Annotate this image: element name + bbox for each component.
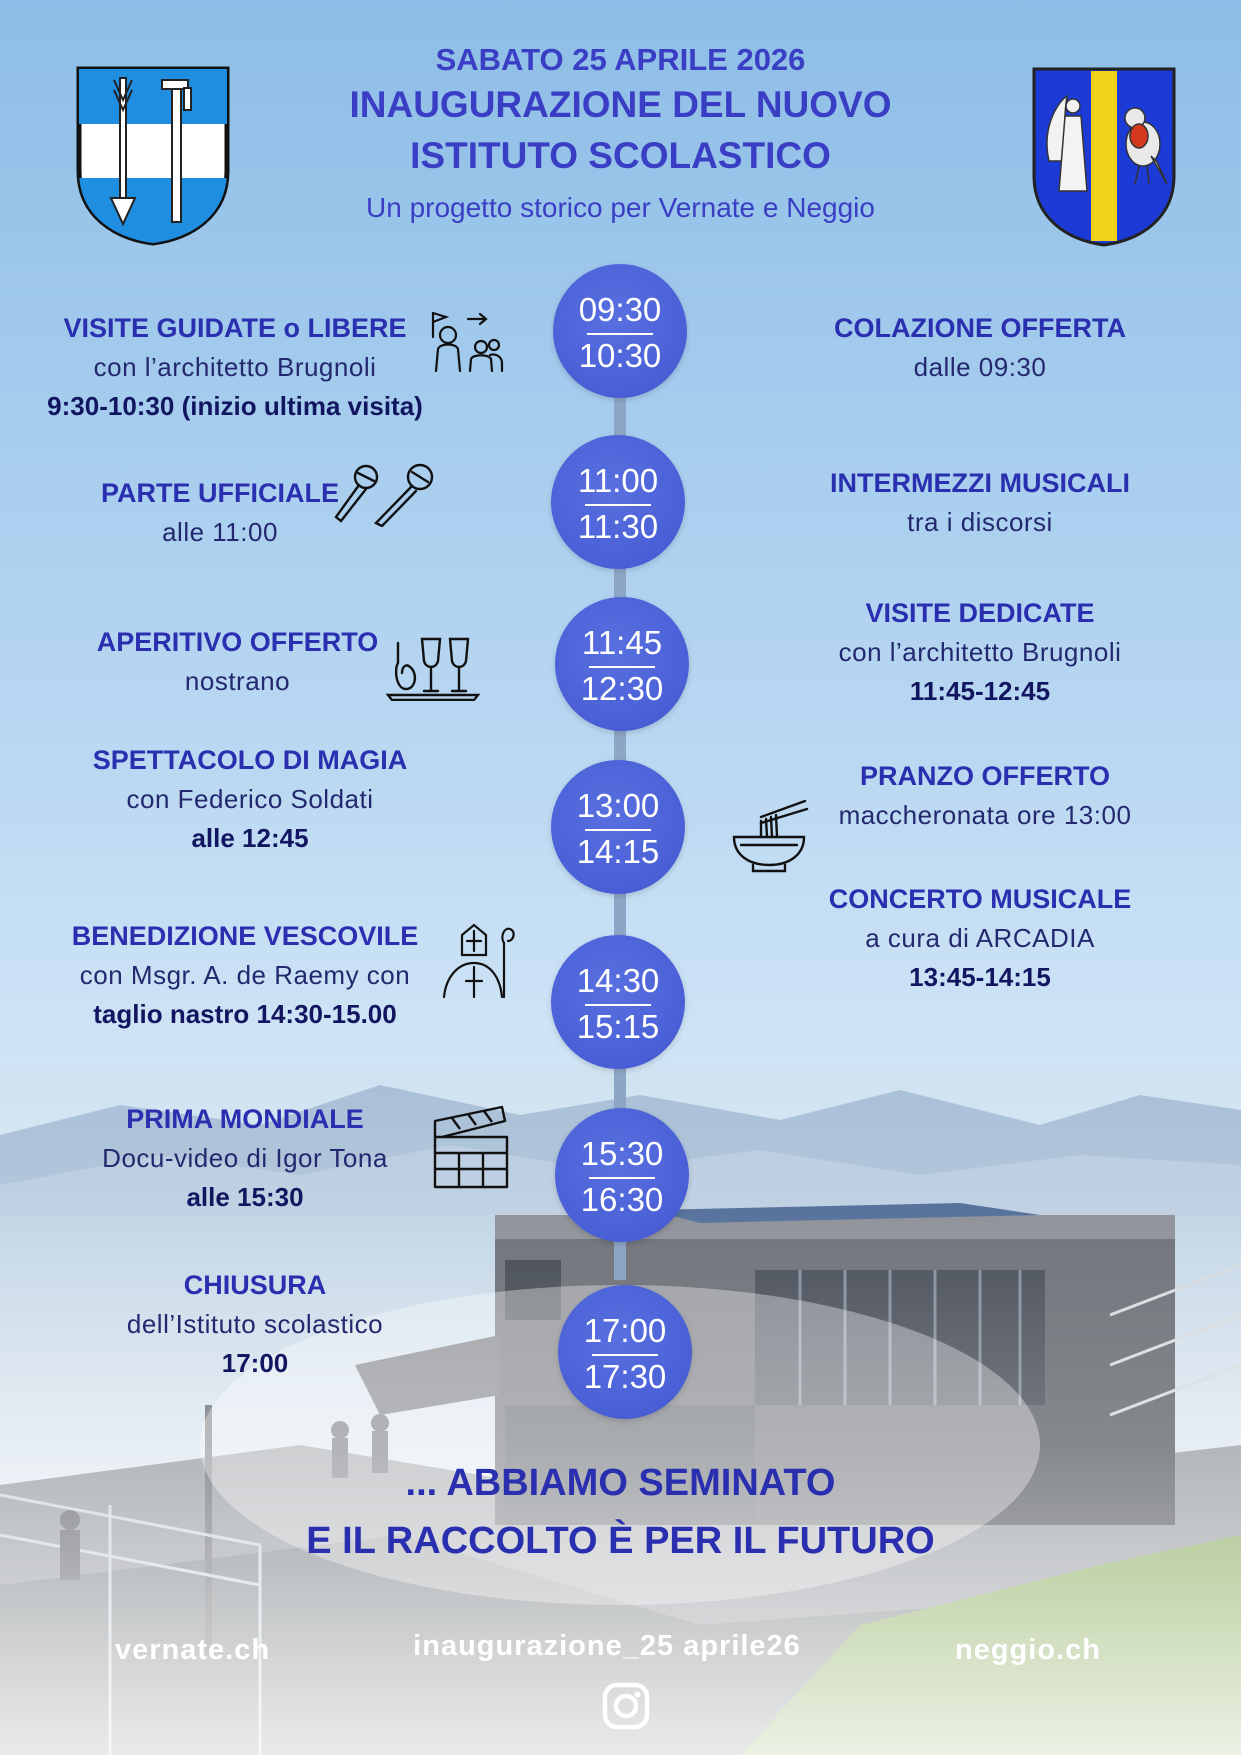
event-time: taglio nastro 14:30-15.00 [93, 999, 397, 1029]
event-title: BENEDIZIONE VESCOVILE [71, 921, 419, 951]
time-bubble [551, 435, 685, 569]
event-title: COLAZIONE OFFERTA [834, 313, 1126, 343]
time-divider [589, 1177, 655, 1179]
event-detail: a cura di ARCADIA [865, 923, 1095, 953]
event-aperitivo [95, 627, 380, 697]
event-detail: alle 11:00 [162, 517, 278, 547]
time-start: 17:00 [583, 1312, 667, 1349]
event-title: SPETTACOLO DI MAGIA [92, 745, 408, 775]
event-colazione [800, 313, 1160, 383]
event-benedizione [55, 921, 435, 1030]
event-title: VISITE DEDICATE [865, 598, 1095, 628]
event-visite-dedicate [800, 598, 1160, 707]
event-concerto [800, 884, 1160, 993]
event-detail: maccheronata ore 13:00 [838, 800, 1132, 830]
event-title: PRIMA MONDIALE [126, 1104, 364, 1134]
title-line2: ISTITUTO SCOLASTICO [410, 135, 831, 176]
wine-glasses-icon [384, 633, 482, 701]
event-title: VISITE GUIDATE o LIBERE [63, 313, 407, 343]
event-time: 17:00 [221, 1348, 289, 1378]
time-start: 13:00 [576, 787, 660, 824]
instagram-handle[interactable]: inaugurazione_25 aprile26 [413, 1630, 801, 1662]
event-parte-ufficiale [95, 478, 345, 548]
event-title: PRANZO OFFERTO [859, 761, 1110, 791]
event-time: 11:45-12:45 [909, 676, 1051, 706]
time-bubble [551, 760, 685, 894]
neggio-link[interactable]: neggio.ch [955, 1634, 1101, 1666]
time-divider [585, 829, 651, 831]
event-time: 9:30-10:30 (inizio ultima visita) [47, 391, 423, 421]
event-intermezzi [800, 468, 1160, 538]
time-start: 11:00 [577, 462, 659, 499]
time-start: 11:45 [581, 624, 663, 661]
instagram-icon[interactable] [602, 1682, 650, 1730]
time-start: 14:30 [576, 962, 660, 999]
event-pranzo [815, 761, 1155, 831]
time-start: 15:30 [580, 1135, 664, 1172]
slogan-line2: E IL RACCOLTO È PER IL FUTURO [306, 1520, 935, 1562]
time-bubble [555, 1108, 689, 1242]
microphones-icon [332, 463, 438, 527]
bishop-icon [440, 923, 516, 999]
event-title: CHIUSURA [183, 1270, 327, 1300]
time-divider [585, 504, 651, 506]
slogan-line1: ... ABBIAMO SEMINATO [405, 1462, 836, 1504]
event-date: SABATO 25 APRILE 2026 [435, 42, 806, 77]
event-detail: con Msgr. A. de Raemy con [79, 960, 411, 990]
noodle-bowl-icon [731, 797, 809, 873]
event-detail: dalle 09:30 [913, 352, 1047, 382]
time-end: 12:30 [580, 670, 664, 707]
event-chiusura [105, 1270, 405, 1379]
time-divider [587, 333, 653, 335]
event-title: CONCERTO MUSICALE [828, 884, 1132, 914]
event-detail: con l’architetto Brugnoli [93, 352, 377, 382]
event-title: PARTE UFFICIALE [101, 478, 339, 508]
vernate-link[interactable]: vernate.ch [115, 1634, 271, 1666]
event-title: APERITIVO OFFERTO [96, 627, 379, 657]
event-detail: con Federico Soldati [126, 784, 374, 814]
event-detail: tra i discorsi [907, 507, 1053, 537]
event-time: alle 15:30 [186, 1182, 304, 1212]
event-prima-mondiale [80, 1104, 410, 1213]
clapperboard-icon [432, 1105, 510, 1189]
time-divider [592, 1354, 658, 1356]
time-end: 11:30 [577, 508, 659, 545]
subtitle: Un progetto storico per Vernate e Neggio [366, 192, 875, 223]
time-end: 17:30 [583, 1358, 667, 1395]
time-start: 09:30 [578, 291, 662, 328]
time-divider [589, 666, 655, 668]
time-bubble [553, 264, 687, 398]
title-line1: INAUGURAZIONE DEL NUOVO [349, 84, 892, 125]
time-end: 10:30 [578, 337, 662, 374]
event-spettacolo-magia [70, 745, 430, 854]
event-detail: nostrano [184, 666, 291, 696]
time-end: 16:30 [580, 1181, 664, 1218]
time-divider [585, 1004, 651, 1006]
event-time: 13:45-14:15 [909, 962, 1051, 992]
time-end: 14:15 [576, 833, 660, 870]
time-bubble [551, 935, 685, 1069]
event-detail: Docu-video di Igor Tona [102, 1143, 388, 1173]
guided-tour-icon [428, 309, 504, 379]
time-end: 15:15 [576, 1008, 660, 1045]
time-bubble [555, 597, 689, 731]
event-time: alle 12:45 [191, 823, 309, 853]
event-detail: con l’architetto Brugnoli [838, 637, 1122, 667]
event-detail: dell’Istituto scolastico [126, 1309, 384, 1339]
time-bubble [558, 1285, 692, 1419]
event-visite-guidate [30, 313, 440, 422]
event-title: INTERMEZZI MUSICALI [830, 468, 1130, 498]
